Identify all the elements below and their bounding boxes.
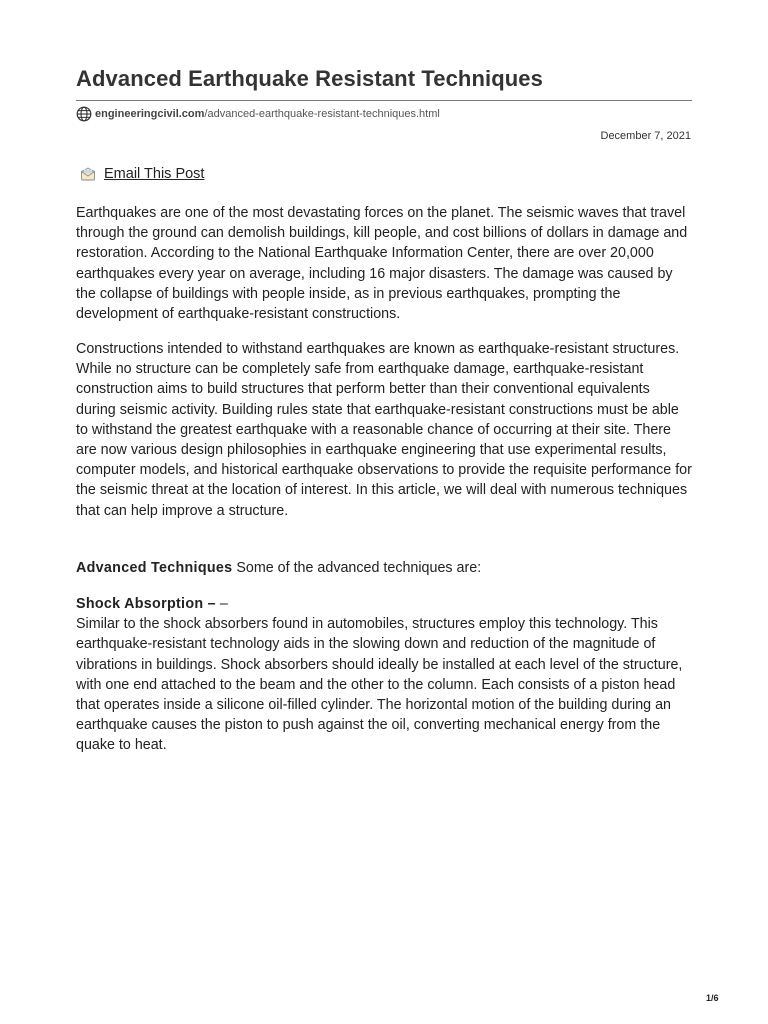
globe-icon xyxy=(76,106,92,122)
paragraph-shock-absorption xyxy=(76,594,692,756)
advanced-techniques-heading: Advanced Techniques xyxy=(76,560,233,576)
email-post[interactable] xyxy=(80,166,204,182)
source-path[interactable]: /advanced-earthquake-resistant-techniques.html xyxy=(204,108,440,120)
shock-absorption-dash: – xyxy=(215,596,228,612)
shock-absorption-heading: Shock Absorption – xyxy=(76,596,216,612)
paragraph-constructions: Constructions intended to withstand earthquakes are known as earthquake-resistant structures. While no structure can be completely safe from earthquake damage, earthquake-resistant construction aims to build structures that perform better than their conventional equivalents during seismic activity. Building rules state that earthquake-resistant constructions must be able to withstand the greatest earthquake with a reasonable chance of occurring at their site. There are now various design philosophies in earthquake engineering that use experimental results, computer models, and historical earthquake observations to provide the requisite performance for the seismic threat at the location of interest. In this article, we will deal with numerous techniques that can help improve a structure. xyxy=(76,341,692,519)
title-divider xyxy=(76,100,692,101)
envelope-icon xyxy=(80,166,96,182)
advanced-techniques-text: Some of the advanced techniques are: xyxy=(232,560,482,576)
page-title: Advanced Earthquake Resistant Techniques xyxy=(76,66,543,91)
paragraph-advanced-techniques xyxy=(76,558,692,578)
publish-date: December 7, 2021 xyxy=(600,130,691,142)
source-url[interactable] xyxy=(76,106,440,122)
page-number: 1/6 xyxy=(706,993,719,1003)
paragraph-intro: Earthquakes are one of the most devastating forces on the planet. The seismic waves that travel through the ground can demolish buildings, kill people, and cost billions of dollars in damage and restoration. According to the National Earthquake Information Center, there are over 20,000 earthquakes every year on average, including 16 major disasters. The damage was caused by the collapse of buildings with people inside, as in previous earthquakes, prompting the development of earthquake-resistant constructions. xyxy=(76,205,688,323)
shock-absorption-text: Similar to the shock absorbers found in automobiles, structures employ this technology. This earthquake-resistant technology aids in the slowing down and reduction of the magnitude of vibrations in buildings. Shock absorbers should ideally be installed at each level of the structure, with one end attached to the beam and the other to the column. Each consists of a piston head that operates inside a silicone oil-filled cylinder. The horizontal motion of the building during an earthquake causes the piston to push against the oil, converting mechanical energy from the quake to heat. xyxy=(76,616,683,754)
email-this-post-link[interactable]: Email This Post xyxy=(104,166,205,182)
source-domain[interactable]: engineeringcivil.com xyxy=(95,108,205,120)
